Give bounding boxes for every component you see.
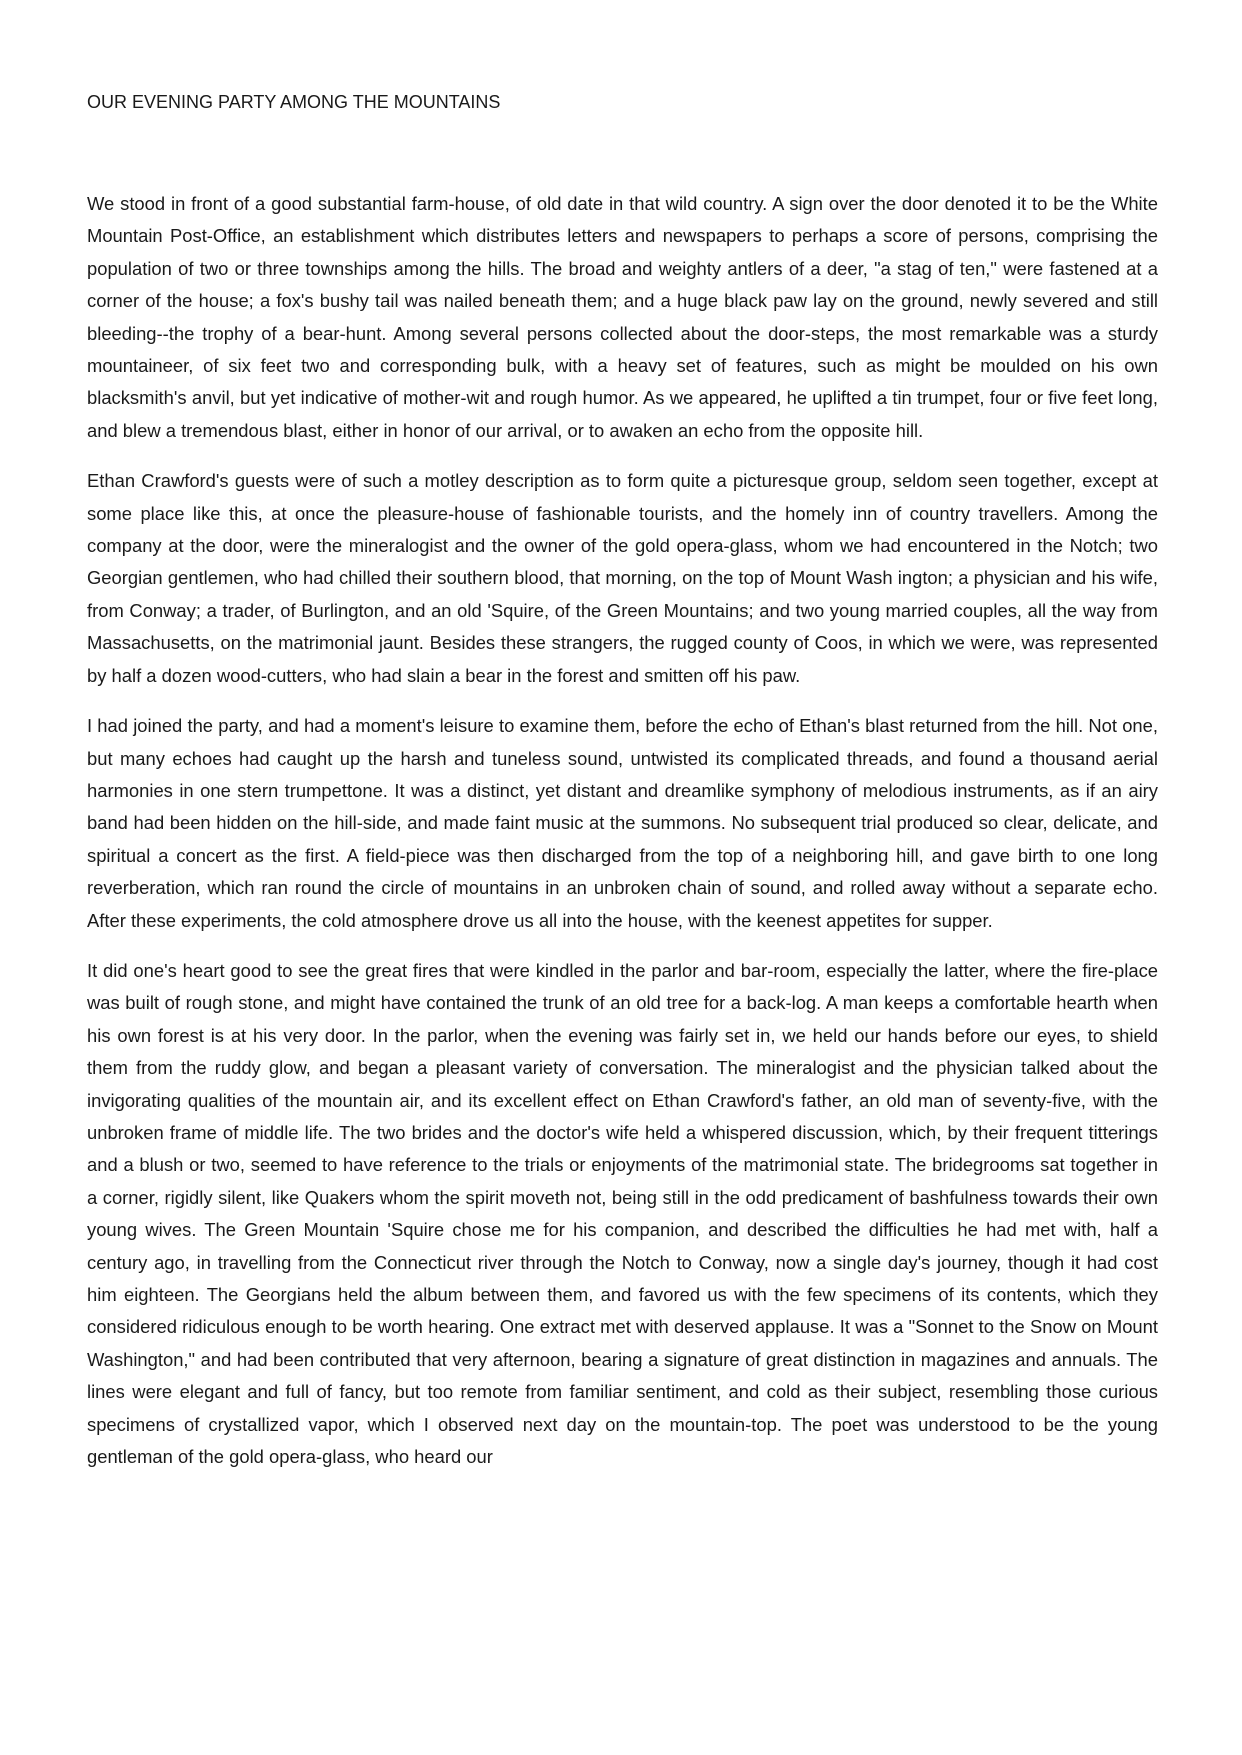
paragraph-guests: Ethan Crawford's guests were of such a motley description as to form quite a picturesque group, seldom seen together, except at some place like this, at once the pleasure-house of fashionable tourists, and the homely inn of country travellers. Among the company at the door, were the mineralogist and the owner of the gold opera-glass, whom we had encountered in the Notch; two Georgian gentlemen, who had chilled their southern blood, that morning, on the top of Mount Wash ington; a physician and his wife, from Conway; a trader, of Burlington, and an old 'Squire, of the Green Mountains; and two young married couples, all the way from Massachusetts, on the matrimonial jaunt. Besides these strangers, the rugged county of Coos, in which we were, was represented by half a dozen wood-cutters, who had slain a bear in the forest and smitten off his paw. bbox=[87, 470, 1158, 686]
paragraph-post-office: We stood in front of a good substantial farm-house, of old date in that wild country. A sign over the door denoted it to be the White Mountain Post-Office, an establishment which distributes letters and newspapers to perhaps a score of persons, comprising the population of two or three townships among the hills. The broad and weighty antlers of a deer, "a stag of ten," were fastened at a corner of the house; a fox's bushy tail was nailed beneath them; and a huge black paw lay on the ground, newly severed and still bleeding--the trophy of a bear-hunt. Among several persons collected about the door-steps, the most remarkable was a sturdy mountaineer, of six feet two and corresponding bulk, with a heavy set of features, such as might be moulded on his own blacksmith's anvil, but yet indicative of mother-wit and rough humor. As we appeared, he uplifted a tin trumpet, four or five feet long, and blew a tremendous blast, either in honor of our arrival, or to awaken an echo from the opposite hill. bbox=[87, 193, 1158, 441]
paragraph-parlor: It did one's heart good to see the great fires that were kindled in the parlor and bar-room, especially the latter, where the fire-place was built of rough stone, and might have contained the trunk of an old tree for a back-log. A man keeps a comfortable hearth when his own forest is at his very door. In the parlor, when the evening was fairly set in, we held our hands before our eyes, to shield them from the ruddy glow, and began a pleasant variety of conversation. The mineralogist and the physician talked about the invigorating qualities of the mountain air, and its excellent effect on Ethan Crawford's father, an old man of seventy-five, with the unbroken frame of middle life. The two brides and the doctor's wife held a whispered discussion, which, by their frequent titterings and a blush or two, seemed to have reference to the trials or enjoyments of the matrimonial state. The bridegrooms sat together in a corner, rigidly silent, like Quakers whom the spirit moveth not, being still in the odd predicament of bashfulness towards their own young wives. The Green Mountain 'Squire chose me for his companion, and described the difficulties he had met with, half a century ago, in travelling from the Connecticut river through the Notch to Conway, now a single day's journey, though it had cost him eighteen. The Georgians held the album between them, and favored us with the few specimens of its contents, which they considered ridiculous enough to be worth hearing. One extract met with deserved applause. It was a "Sonnet to the Snow on Mount Washington," and had been contributed that very afternoon, bearing a signature of great distinction in magazines and annuals. The lines were elegant and full of fancy, but too remote from familiar sentiment, and cold as their subject, resembling those curious specimens of crystallized vapor, which I observed next day on the mountain-top. The poet was understood to be the young gentleman of the gold opera-glass, who heard our bbox=[87, 959, 1158, 1468]
paragraph-echoes: I had joined the party, and had a moment's leisure to examine them, before the echo of Ethan's blast returned from the hill. Not one, but many echoes had caught up the harsh and tuneless sound, untwisted its complicated threads, and found a thousand aerial harmonies in one stern trumpettone. It was a distinct, yet distant and dreamlike symphony of melodious instruments, as if an airy band had been hidden on the hill-side, and made faint music at the summons. No subsequent trial produced so clear, delicate, and spiritual a concert as the first. A field-piece was then discharged from the top of a neighboring hill, and gave birth to one long reverberation, which ran round the circle of mountains in an unbroken chain of sound, and rolled away without a separate echo. After these experiments, the cold atmosphere drove us all into the house, with the keenest appetites for supper. bbox=[87, 715, 1158, 931]
document-body bbox=[87, 188, 1158, 1491]
document-title: OUR EVENING PARTY AMONG THE MOUNTAINS bbox=[87, 92, 501, 112]
